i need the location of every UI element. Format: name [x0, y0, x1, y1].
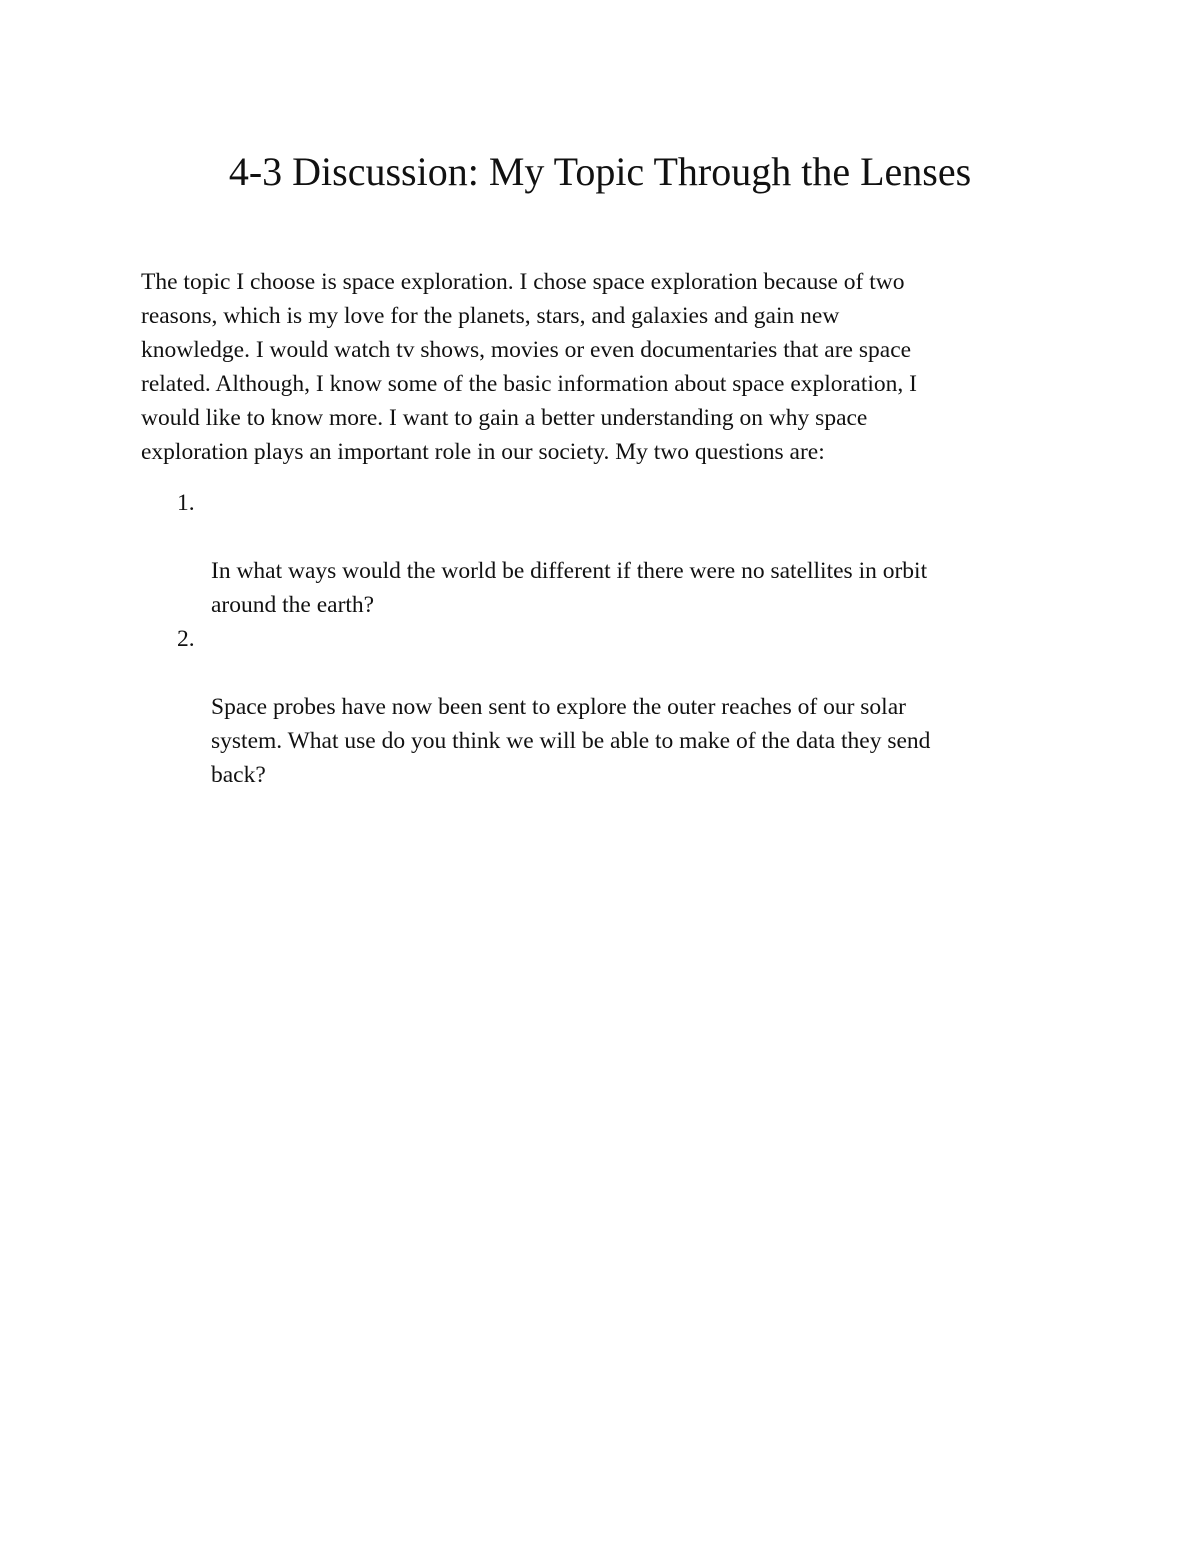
intro-paragraph: The topic I choose is space exploration. I chose space exploration because of two reasons, which is my love for the planets, stars, and galaxies and gain new knowledge. I would watch tv shows, movies or even documentaries that are space related. Although, I know some of the basic information about space exploration, I would like to know more. I want to gain a better understanding on why space exploration plays an important role in our society. My two questions are: — [141, 269, 917, 465]
question-text: Space probes have now been sent to explore the outer reaches of our solar system. What use do you think we will be able to make of the data they send back? — [211, 694, 931, 788]
questions-list — [141, 486, 1081, 792]
question-number: 1. — [177, 490, 195, 516]
question-item — [141, 486, 1081, 622]
question-text: In what ways would the world be different if there were no satellites in orbit around the earth? — [211, 558, 928, 618]
question-item — [141, 622, 1081, 792]
document-title: 4-3 Discussion: My Topic Through the Lenses — [228, 149, 972, 194]
question-number: 2. — [177, 626, 195, 652]
